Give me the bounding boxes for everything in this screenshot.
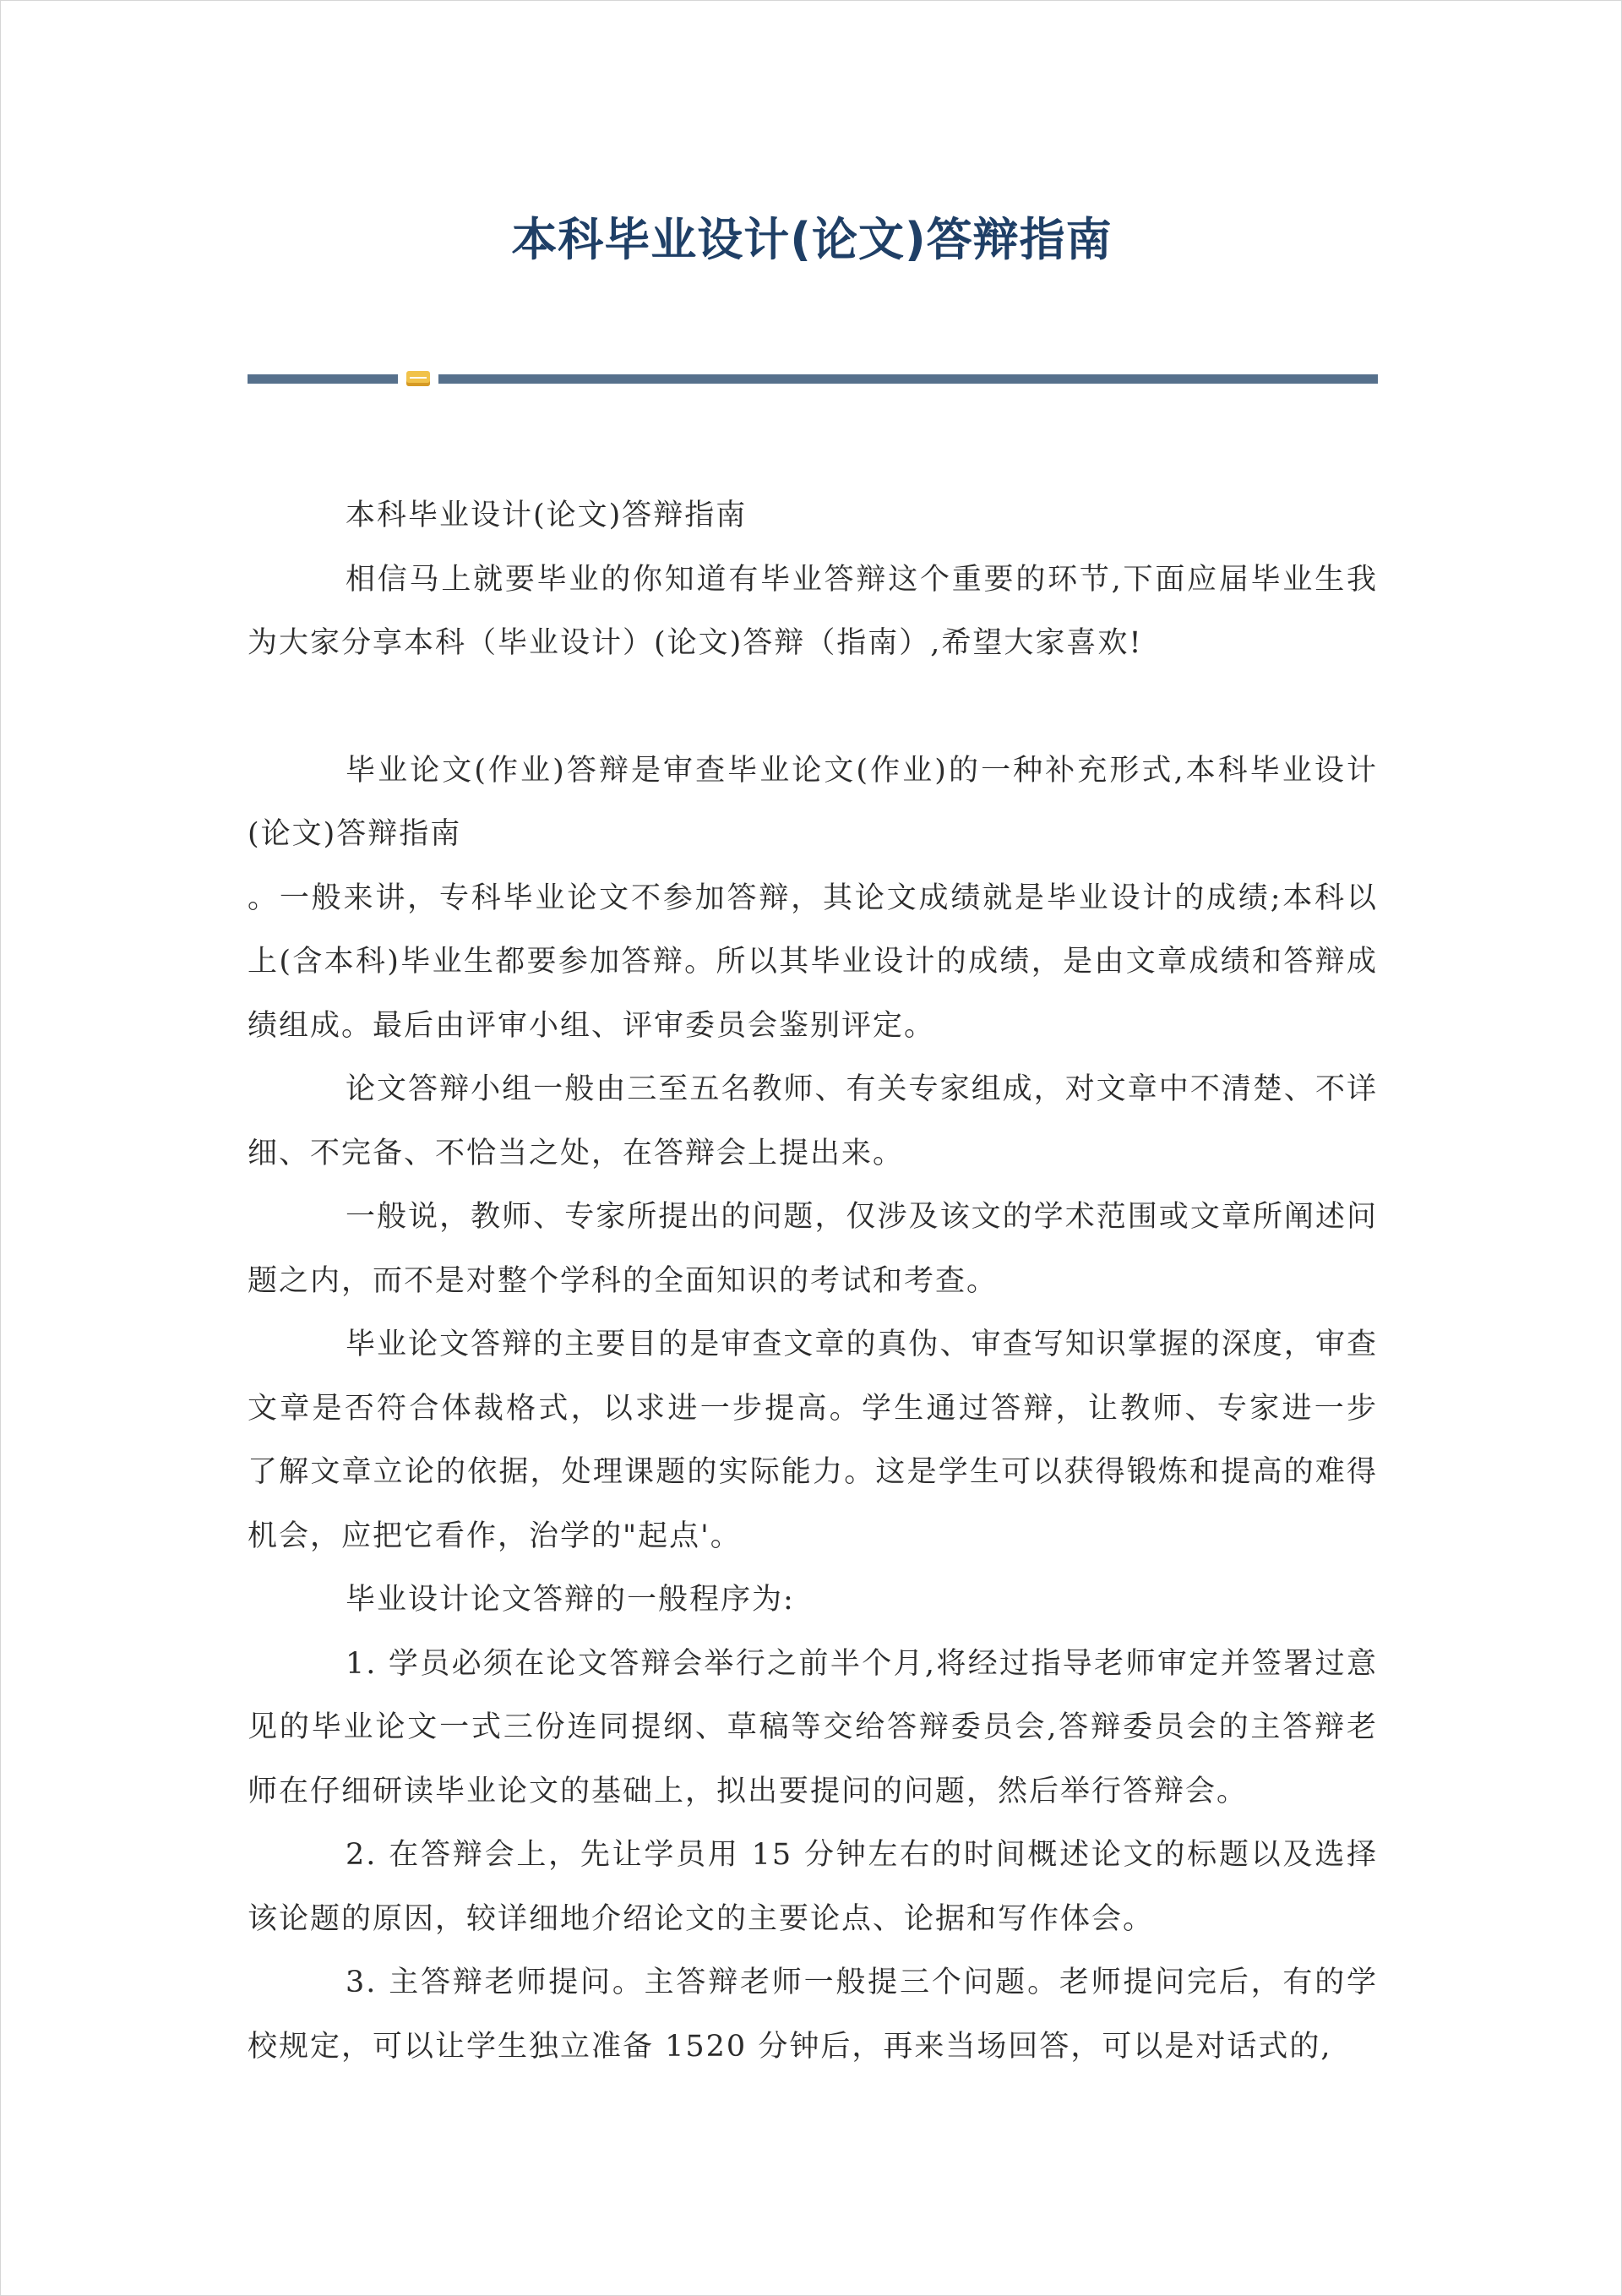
title-divider	[248, 371, 1378, 386]
divider-bar-right	[438, 374, 1378, 384]
body-paragraph: 1. 学员必须在论文答辩会举行之前半个月,将经过指导老师审定并签署过意见的毕业论文一式三份连同提纲、草稿等交给答辩委员会,答辩委员会的主答辩老师在仔细研读毕业论文的基础上，拟出要提问的问题，然后举行答辩会。	[248, 1646, 1378, 1808]
body-paragraph: 相信马上就要毕业的你知道有毕业答辩这个重要的环节,下面应届毕业生我为大家分享本科（毕业设计）(论文)答辩（指南）,希望大家喜欢!	[248, 562, 1378, 660]
body-paragraph: 本科毕业设计(论文)答辩指南	[346, 499, 748, 532]
body-paragraph: 3. 主答辩老师提问。主答辩老师一般提三个问题。老师提问完后，有的学校规定，可以让学生独立准备 1520 分钟后，再来当场回答，可以是对话式的,	[248, 1966, 1378, 2064]
paragraph-gap	[248, 676, 1378, 739]
divider-ornament-icon	[406, 371, 430, 386]
body-paragraph: 2. 在答辩会上，先让学员用 15 分钟左右的时间概述论文的标题以及选择该论题的原因，较详细地介绍论文的主要论点、论据和写作体会。	[248, 1838, 1378, 1936]
divider-bar-left	[248, 374, 398, 384]
body-paragraph: 。一般来讲，专科毕业论文不参加答辩，其论文成绩就是毕业设计的成绩;本科以上(含本科)毕业生都要参加答辩。所以其毕业设计的成绩，是由文章成绩和答辩成绩组成。最后由评审小组、评审委员会鉴别评定。	[248, 881, 1378, 1043]
body-paragraph: 毕业论文答辩的主要目的是审查文章的真伪、审查写知识掌握的深度，审查文章是否符合体裁格式，以求进一步提高。学生通过答辩，让教师、专家进一步 了解文章立论的依据，处理课题的实际能力。这是学生可以获得锻炼和提高的难得机会，应把它看作，治学的"起点'。	[248, 1328, 1378, 1553]
body-paragraph: 一般说，教师、专家所提出的问题，仅涉及该文的学术范围或文章所阐述问题之内，而不是对整个学科的全面知识的考试和考查。	[248, 1200, 1378, 1298]
body-paragraph: 毕业论文(作业)答辩是审查毕业论文(作业)的一种补充形式,本科毕业设计(论文)答辩指南	[248, 753, 1378, 851]
body-paragraph: 毕业设计论文答辩的一般程序为:	[346, 1583, 795, 1617]
document-title: 本科毕业设计(论文)答辩指南	[511, 213, 1113, 266]
body-paragraph: 论文答辩小组一般由三至五名教师、有关专家组成，对文章中不清楚、不详细、不完备、不恰当之处，在答辩会上提出来。	[248, 1072, 1378, 1170]
document-body	[248, 484, 1378, 2079]
